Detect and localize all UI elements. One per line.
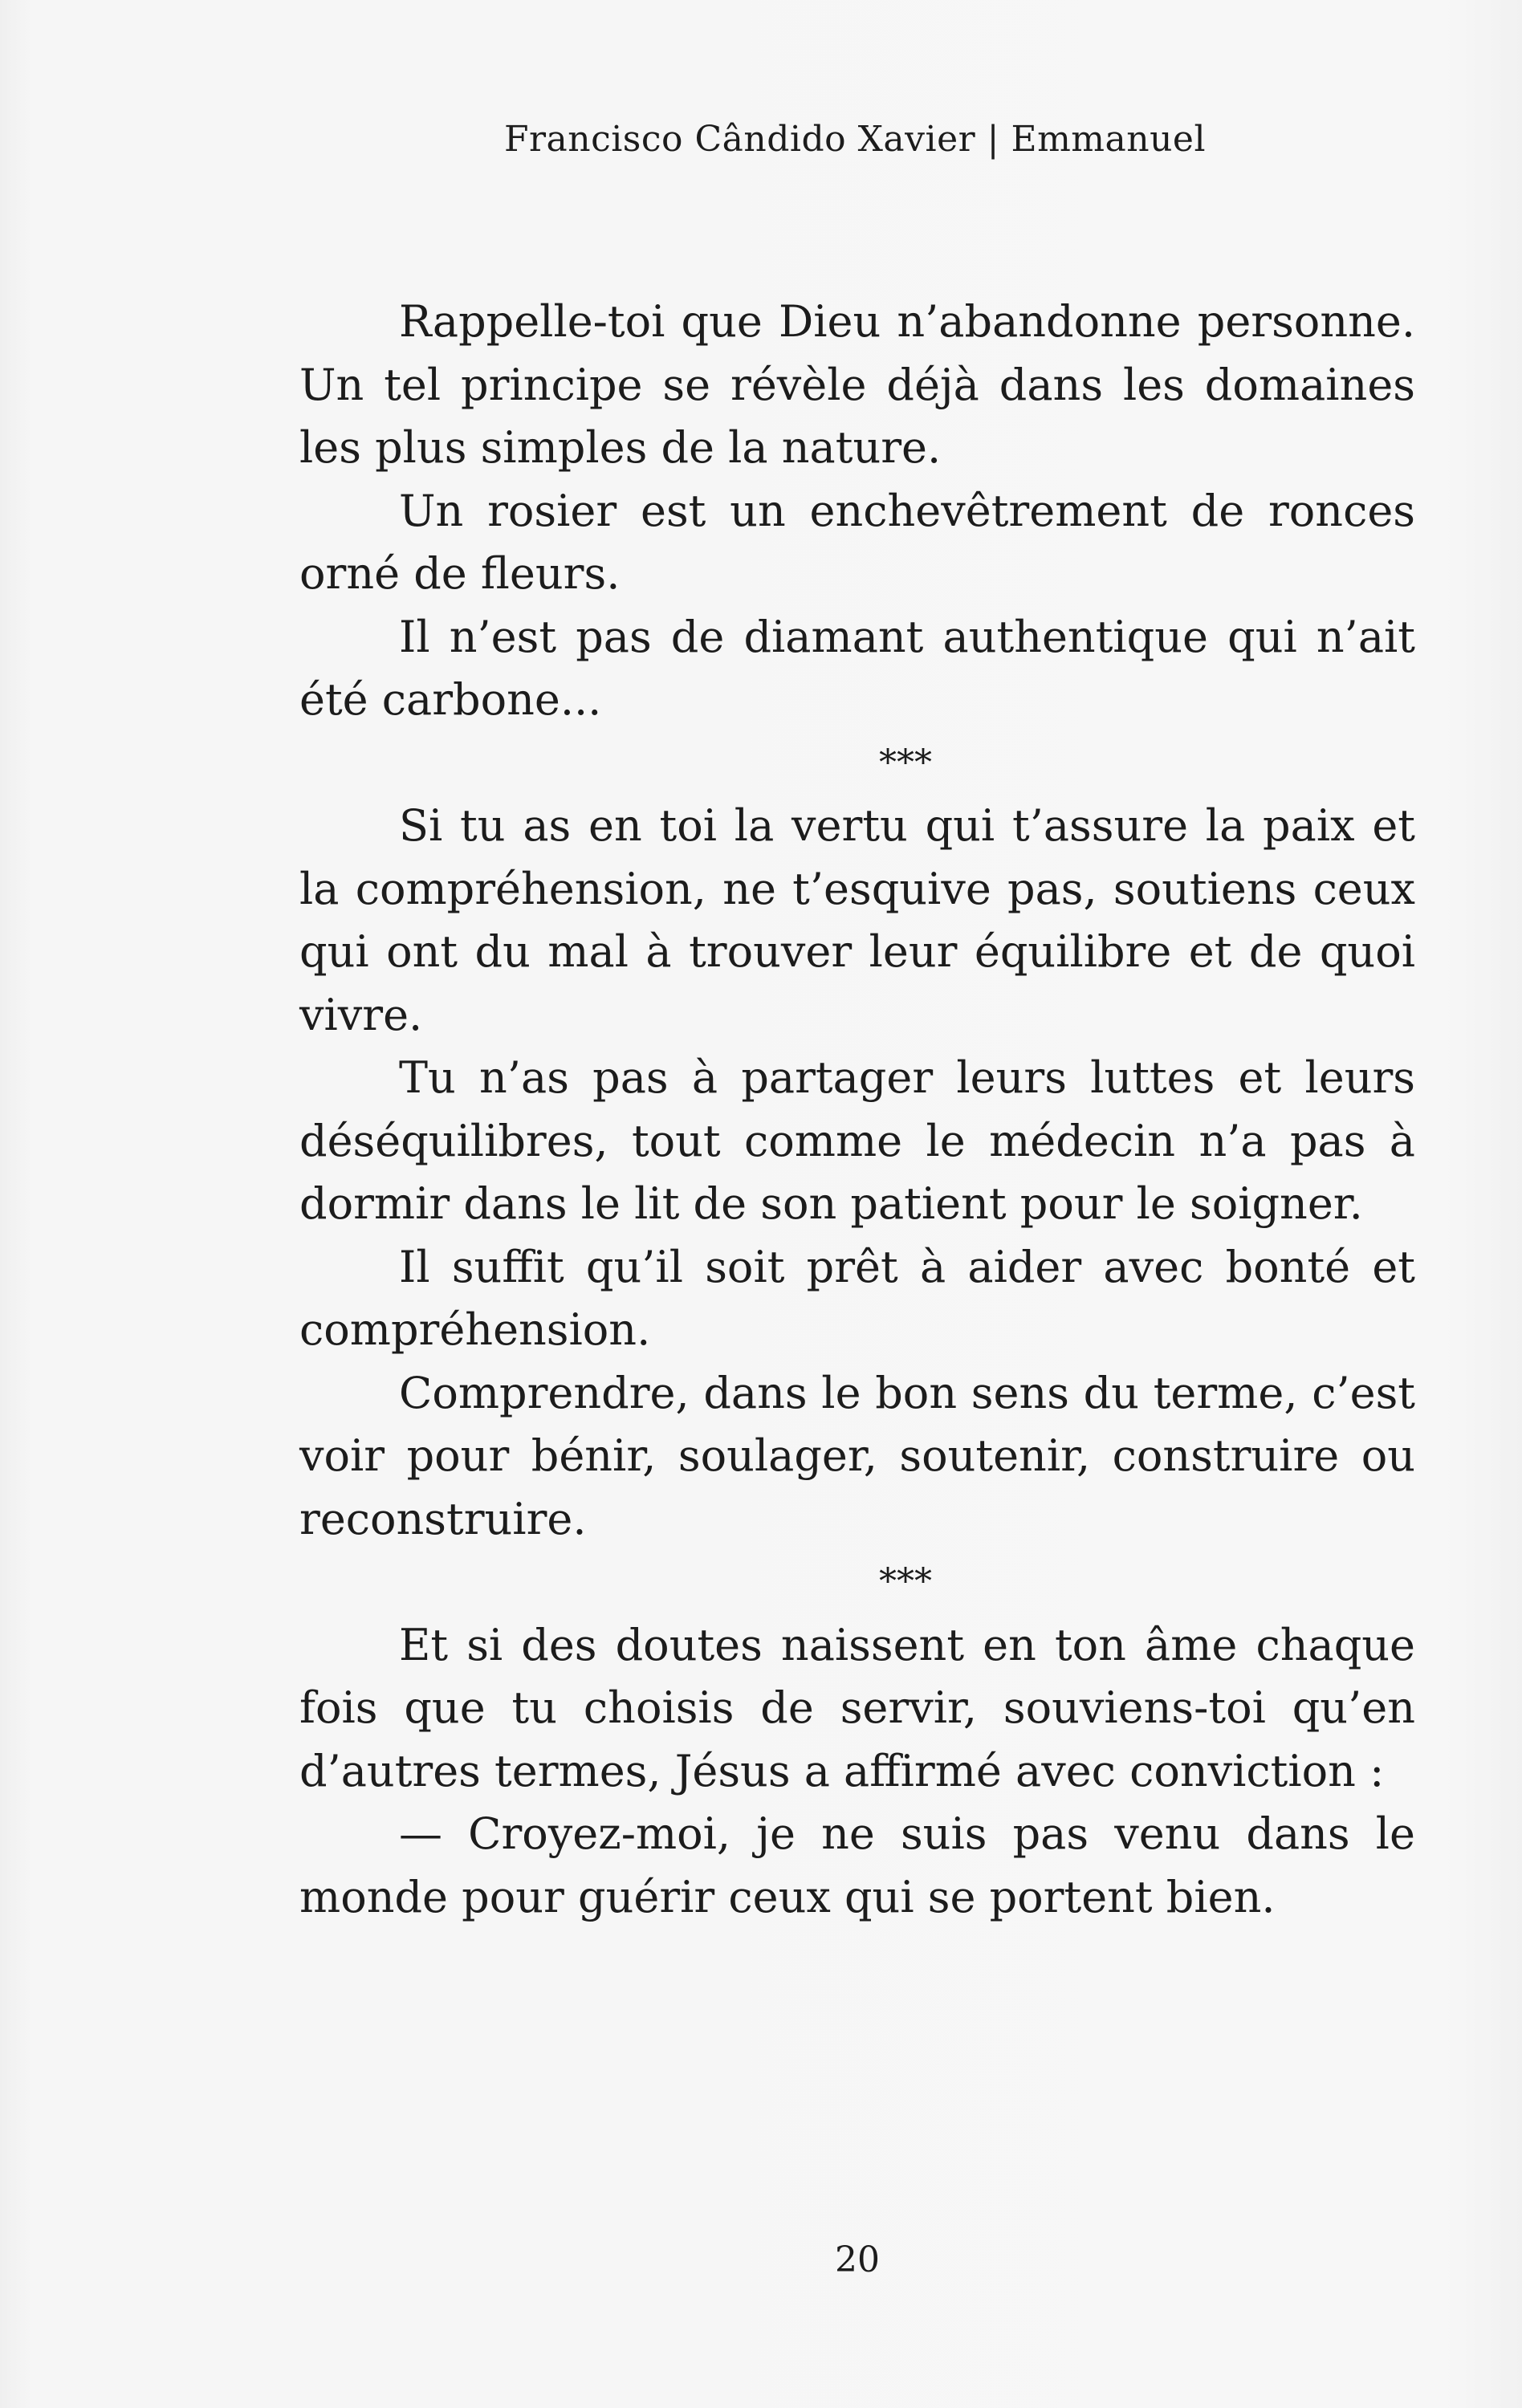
paragraph: Comprendre, dans le bon sens du terme, c’est voir pour bénir, soulager, soutenir, construire ou reconstruire. — [299, 1367, 1415, 1544]
page-number: 20 — [835, 2239, 880, 2280]
paragraph: Il suffit qu’il soit prêt à aider avec bonté et compréhension. — [299, 1241, 1415, 1355]
paragraph: — Croyez-moi, je ne suis pas venu dans le monde pour guérir ceux qui se portent bien. — [299, 1808, 1415, 1922]
section-separator: *** — [879, 1561, 932, 1602]
section-separator: *** — [879, 742, 932, 783]
paragraph: Un rosier est un enchevêtrement de ronces orné de fleurs. — [299, 485, 1415, 599]
paragraph: Si tu as en toi la vertu qui t’assure la paix et la compréhension, ne t’esquive pas, soutiens ceux qui ont du mal à trouver leur équilibre et de quoi vivre. — [299, 800, 1415, 1040]
paragraph: Tu n’as pas à partager leurs luttes et leurs déséquilibres, tout comme le médecin n’a pas à dormir dans le lit de son patient pour le soigner. — [299, 1052, 1415, 1229]
paragraph: Et si des doutes naissent en ton âme chaque fois que tu choisis de servir, souviens-toi qu’en d’autres termes, Jésus a affirmé avec conviction : — [299, 1619, 1415, 1796]
body-text — [299, 291, 1415, 1929]
paragraph: Il n’est pas de diamant authentique qui n’ait été carbone... — [299, 611, 1415, 725]
paragraph: Rappelle-toi que Dieu n’abandonne personne. Un tel principe se révèle déjà dans les domaines les plus simples de la nature. — [299, 296, 1415, 473]
running-header: Francisco Cândido Xavier | Emmanuel — [503, 119, 1207, 160]
